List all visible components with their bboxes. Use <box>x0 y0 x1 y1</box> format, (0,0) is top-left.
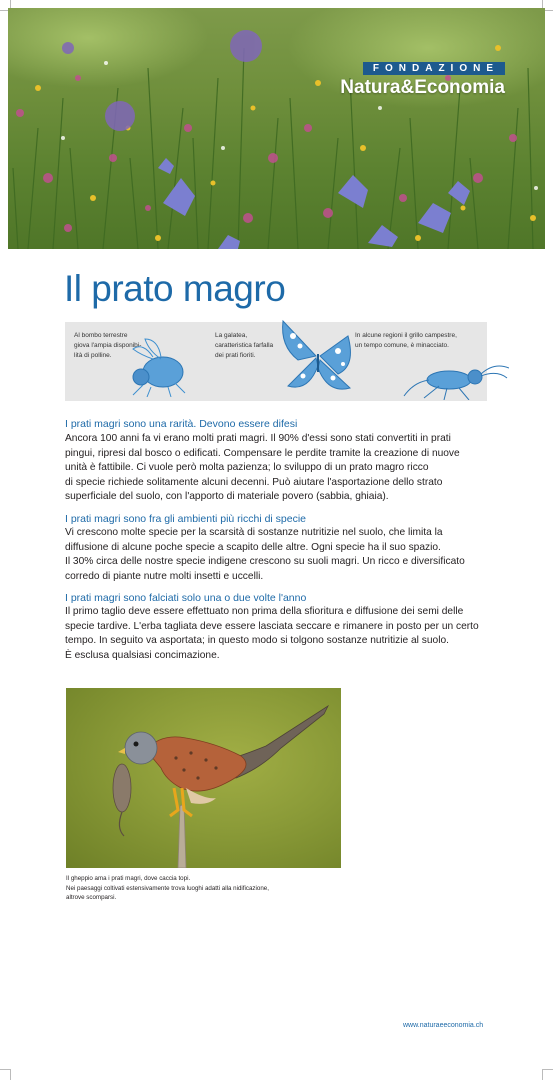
section-line: Vi crescono molte specie per la scarsità di sostanze nutritizie nel suolo, che limita la <box>65 527 443 538</box>
logo-name: Natura&Economia <box>340 77 505 98</box>
species-caption-line: dei prati fioriti. <box>215 352 256 359</box>
species-caption-line: In alcune regioni il grillo campestre, <box>355 332 457 339</box>
crop-mark-bottom-left <box>0 1069 11 1080</box>
section-line: Il 30% circa delle nostre specie indigene crescono su suoli magri. Un ricco e diversificato <box>65 556 465 567</box>
section-heading: I prati magri sono falciati solo una o due volte l'anno <box>65 592 307 604</box>
species-caption-line: giova l'ampia disponibi- <box>74 342 142 349</box>
logo-top-line: FONDAZIONE <box>363 62 505 75</box>
section-line: superficiale del suolo, con l'apporto di materiale povero (sabbia, ghiaia). <box>65 491 389 502</box>
species-caption-line: un tempo comune, è minacciato. <box>355 342 449 349</box>
cricket-icon <box>399 360 509 400</box>
photo-caption <box>66 874 269 903</box>
kestrel-illustration <box>66 688 341 868</box>
page-title: Il prato magro <box>64 268 286 309</box>
caption-line: Il gheppio ama i prati magri, dove caccia topi. <box>66 875 191 882</box>
species-caption-line: lità di polline. <box>74 352 112 359</box>
section-line: specie tardive. L'erba tagliata deve essere lasciata seccare e rimanere in posto per un certo <box>65 620 479 632</box>
species-caption-butterfly <box>215 331 273 361</box>
meadow-illustration <box>8 8 545 249</box>
species-caption-cricket <box>355 331 457 351</box>
section-line: tempo. In seguito va asportata; in questo modo si tolgono sostanze nutritizie al suolo. <box>65 635 449 646</box>
caption-line: altrove scomparsi. <box>66 894 117 901</box>
section-line: di specie richiede solitamente alcuni decenni. Può aiutare l'asportazione dello strato <box>65 476 443 488</box>
section-line: unità è fattibile. Ci vuole però molta pazienza; lo sviluppo di un prato magro ricco <box>65 462 429 473</box>
species-caption-line: caratteristica farfalla <box>215 342 274 349</box>
website-link[interactable]: www.naturaeeconomia.ch <box>403 1022 484 1029</box>
section-line: pingui, ripresi dal bosco o edificati. Compensare le perdite tramite la creazione di nuove <box>65 447 460 459</box>
crop-mark-bottom-right <box>542 1069 553 1080</box>
section-line: diffusione di alcune poche specie a scapito delle altre. Ogni specie ha il suo spazio. <box>65 541 441 553</box>
section-body <box>65 526 515 584</box>
section-heading: I prati magri sono fra gli ambienti più ricchi di specie <box>65 513 307 525</box>
section-heading: I prati magri sono una rarità. Devono essere difesi <box>65 418 298 430</box>
species-caption-line: La galatea, <box>215 332 248 339</box>
species-band <box>65 322 487 401</box>
section-body <box>65 605 515 663</box>
section-line: Ancora 100 anni fa vi erano molti prati magri. Il 90% d'essi sono stati convertiti in prati <box>65 433 451 444</box>
caption-line: Nei paesaggi coltivati estensivamente trova luoghi adatti alla nidificazione, <box>66 884 269 892</box>
section-body <box>65 432 515 505</box>
section-line: corredo di piante nutre molti insetti e uccelli. <box>65 570 264 582</box>
section-line: Il primo taglio deve essere effettuato non prima della sfioritura e diffusione dei semi delle <box>65 606 464 617</box>
kestrel-photo <box>66 688 341 868</box>
butterfly-icon <box>278 316 358 394</box>
species-caption-line: Al bombo terrestre <box>74 332 128 339</box>
section-line: È esclusa qualsiasi concimazione. <box>65 649 220 661</box>
hero-meadow-photo <box>8 8 545 249</box>
bumblebee-icon <box>113 337 193 397</box>
foundation-logo <box>340 58 505 99</box>
